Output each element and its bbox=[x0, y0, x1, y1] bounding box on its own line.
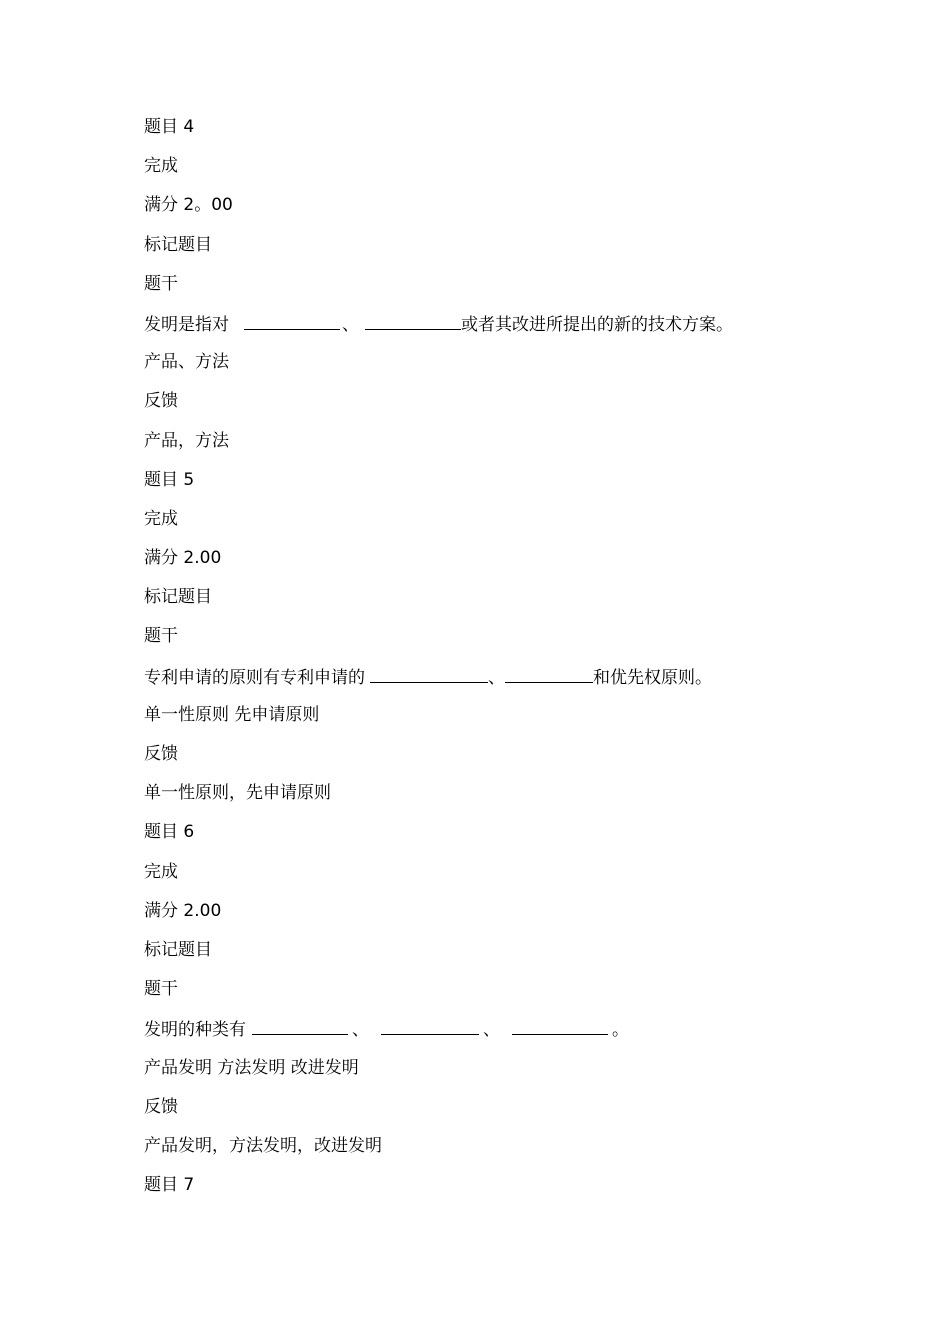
question-title: 题目 7 bbox=[144, 1175, 195, 1196]
stem-separator: 、 bbox=[342, 314, 359, 335]
stem-text: 发明的种类有 bbox=[144, 1020, 246, 1041]
question-status: 完成 bbox=[144, 156, 178, 177]
stem-separator: 、 bbox=[352, 1020, 369, 1041]
stem-label: 题干 bbox=[144, 626, 178, 647]
flag-question-link[interactable]: 标记题目 bbox=[144, 234, 212, 255]
blank-line bbox=[512, 1018, 608, 1035]
question-stem bbox=[144, 1018, 844, 1057]
stem-text: 或者其改进所提出的新的技术方案。 bbox=[461, 314, 733, 335]
answer-text: 单一性原则 先申请原则 bbox=[144, 704, 320, 725]
blank-line bbox=[244, 313, 340, 330]
question-stem bbox=[144, 313, 844, 352]
feedback-label: 反馈 bbox=[144, 744, 178, 764]
stem-text: 发明是指对 bbox=[144, 314, 229, 335]
blank-line bbox=[252, 1018, 348, 1035]
stem-text: 。 bbox=[612, 1020, 629, 1041]
feedback-text: 产品发明，方法发明，改进发明 bbox=[144, 1135, 382, 1156]
feedback-text: 产品，方法 bbox=[144, 430, 229, 451]
stem-text: 专利申请的原则有专利申请的 bbox=[144, 667, 365, 688]
question-score: 满分 2.00 bbox=[144, 900, 222, 921]
feedback-label: 反馈 bbox=[144, 1096, 178, 1117]
answer-text: 产品、方法 bbox=[144, 352, 229, 373]
question-score: 满分 2.00 bbox=[144, 548, 222, 569]
document-page bbox=[144, 117, 844, 1214]
flag-question-link[interactable]: 标记题目 bbox=[144, 939, 212, 960]
question-title: 题目 4 bbox=[144, 117, 195, 137]
stem-separator: 、 bbox=[488, 667, 505, 688]
blank-line bbox=[365, 313, 461, 330]
stem-label: 题干 bbox=[144, 273, 178, 294]
question-stem bbox=[144, 666, 844, 705]
question-title: 题目 5 bbox=[144, 469, 195, 490]
question-status: 完成 bbox=[144, 508, 178, 529]
flag-question-link[interactable]: 标记题目 bbox=[144, 587, 212, 608]
feedback-label: 反馈 bbox=[144, 391, 178, 412]
blank-line bbox=[381, 1018, 479, 1035]
question-status: 完成 bbox=[144, 861, 178, 882]
stem-text: 和优先权原则。 bbox=[593, 667, 712, 688]
answer-text: 产品发明 方法发明 改进发明 bbox=[144, 1057, 359, 1078]
feedback-text: 单一性原则，先申请原则 bbox=[144, 783, 331, 804]
stem-separator: 、 bbox=[483, 1020, 500, 1041]
question-title: 题目 6 bbox=[144, 822, 195, 843]
blank-line bbox=[370, 666, 488, 683]
stem-label: 题干 bbox=[144, 979, 178, 1000]
blank-line bbox=[505, 666, 593, 683]
question-score: 满分 2。00 bbox=[144, 195, 233, 216]
